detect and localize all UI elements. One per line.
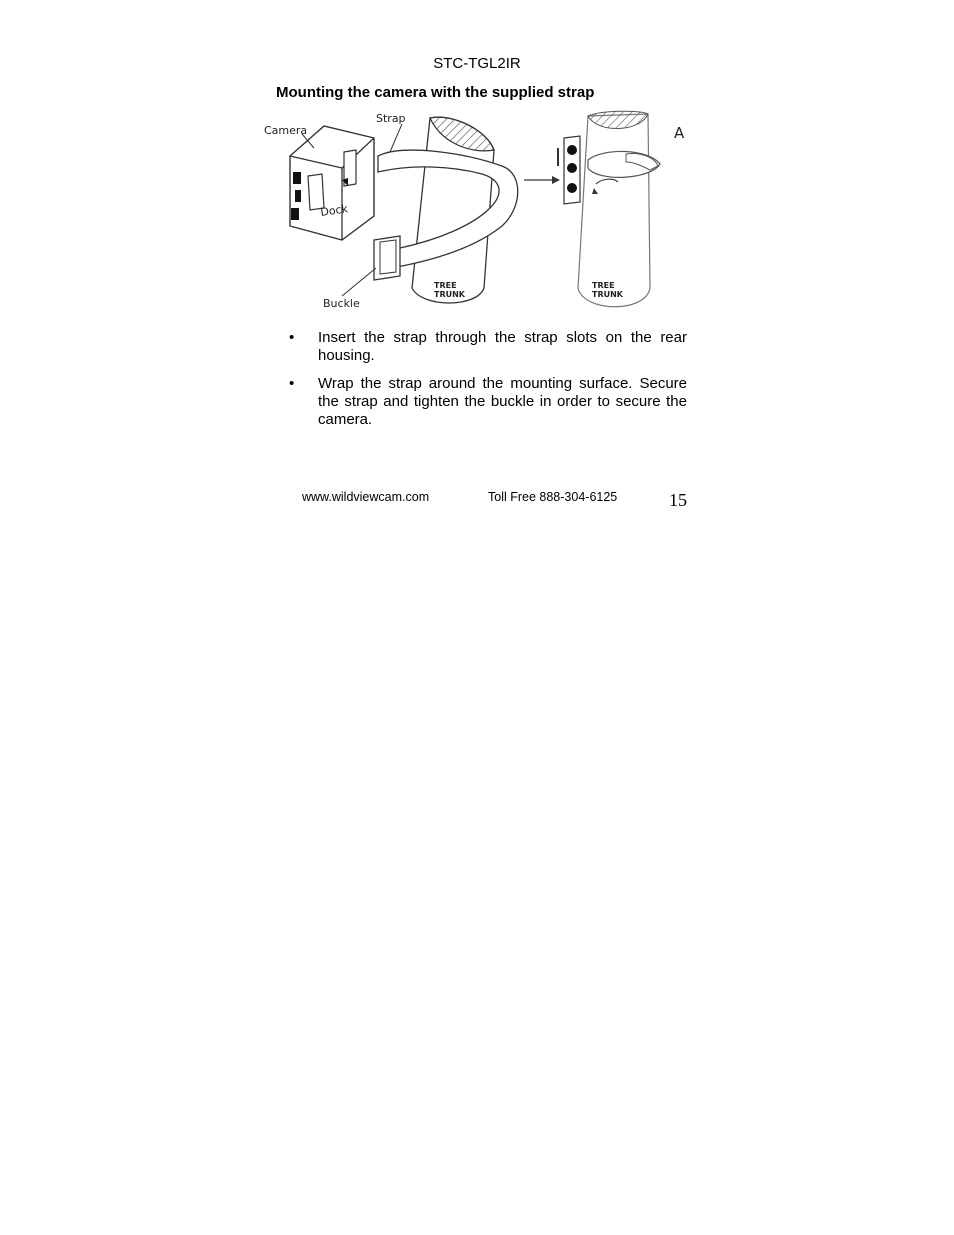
label-tree-left-line1: TREE bbox=[434, 281, 457, 290]
direction-arrow bbox=[524, 176, 560, 184]
instruction-item bbox=[287, 329, 687, 365]
tree-trunk-left bbox=[412, 117, 494, 303]
instruction-text: Wrap the strap around the mounting surface. Secure the strap and tighten the buckle in order to secure the camera. bbox=[318, 375, 687, 428]
footer-phone: Toll Free 888-304-6125 bbox=[488, 490, 618, 504]
bullet-icon: • bbox=[289, 375, 295, 392]
page-number: 15 bbox=[669, 490, 687, 510]
label-tree-right-line2: TRUNK bbox=[592, 290, 624, 299]
section-title: Mounting the camera with the supplied strap bbox=[276, 84, 595, 101]
buckle bbox=[374, 236, 400, 280]
label-marker-a: A bbox=[674, 124, 685, 142]
label-tree-right-line1: TREE bbox=[592, 281, 615, 290]
label-tree-left-line2: TRUNK bbox=[434, 290, 466, 299]
label-strap: Strap bbox=[376, 112, 406, 125]
label-dock: Dock bbox=[319, 202, 349, 219]
label-camera: Camera bbox=[264, 124, 308, 137]
tree-trunk-right bbox=[578, 111, 660, 307]
bullet-icon: • bbox=[289, 329, 295, 346]
instruction-list bbox=[287, 329, 687, 439]
instruction-item bbox=[287, 375, 687, 429]
camera-body bbox=[290, 126, 374, 240]
document-model-header: STC-TGL2IR bbox=[433, 55, 521, 72]
footer-website: www.wildviewcam.com bbox=[302, 490, 430, 504]
instruction-text: Insert the strap through the strap slots on the rear housing. bbox=[318, 329, 687, 364]
mounted-camera bbox=[558, 136, 580, 204]
label-buckle: Buckle bbox=[323, 297, 360, 310]
strap-mounting-illustration bbox=[262, 108, 690, 322]
